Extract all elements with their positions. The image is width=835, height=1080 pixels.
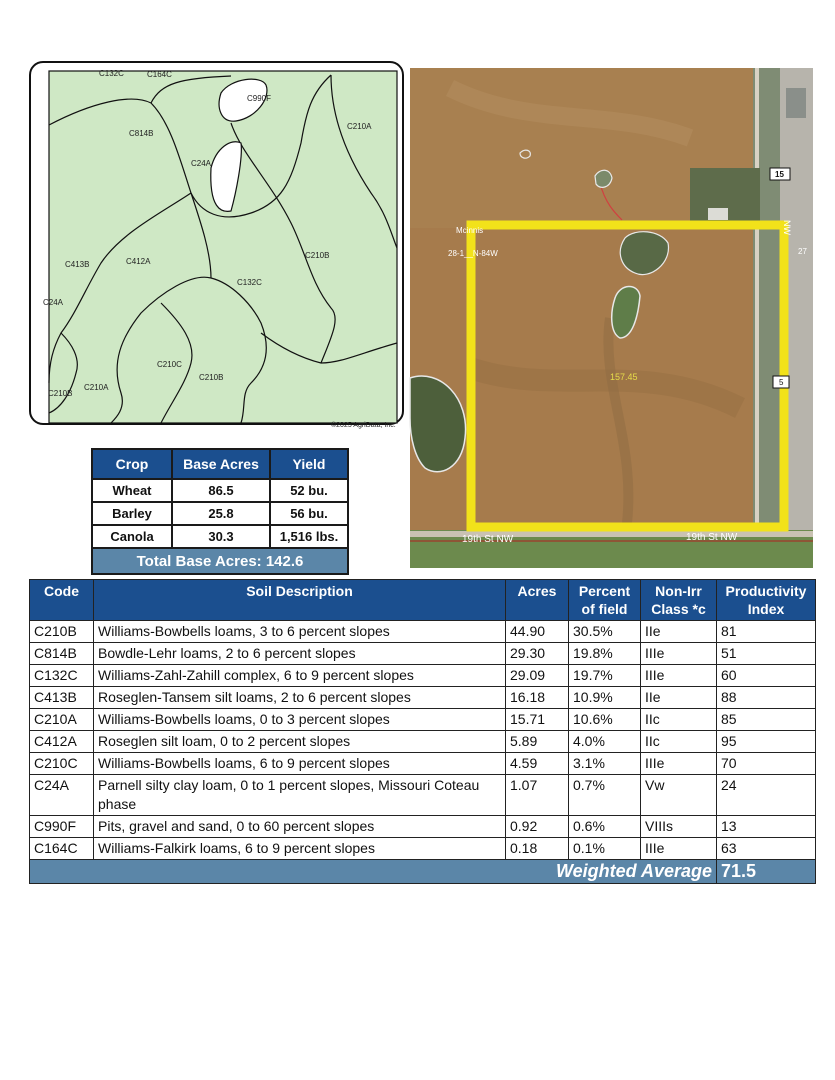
soil-header-percent: Percent of field <box>569 580 641 621</box>
soil-row <box>30 665 816 687</box>
soil-code: C132C <box>30 665 94 687</box>
soil-acres: 4.59 <box>506 753 569 775</box>
soil-code: C814B <box>30 643 94 665</box>
highway-shield-15: 15 <box>775 170 784 179</box>
map-label-c990f: C990F <box>247 94 272 103</box>
soil-percent: 10.6% <box>569 709 641 731</box>
crop-yield: 1,516 lbs. <box>270 525 348 548</box>
soil-percent: 19.7% <box>569 665 641 687</box>
soil-row <box>30 816 816 838</box>
road-label-19th-st-right: 19th St NW <box>686 532 738 543</box>
soil-percent: 4.0% <box>569 731 641 753</box>
soil-acres: 1.07 <box>506 775 569 816</box>
total-base-acres-value: 142.6 <box>265 552 304 570</box>
soil-row <box>30 775 816 816</box>
soil-acres: 29.30 <box>506 643 569 665</box>
weighted-average-row <box>30 860 816 884</box>
field-acres-label: 157.45 <box>610 372 638 382</box>
soil-code: C210B <box>30 621 94 643</box>
soil-code: C164C <box>30 838 94 860</box>
soil-header-class: Non-Irr Class *c <box>641 580 717 621</box>
soil-code: C413B <box>30 687 94 709</box>
aerial-image <box>410 68 813 568</box>
map-label-c210b-3: C210B <box>48 389 73 398</box>
soil-header-index: Productivity Index <box>717 580 816 621</box>
soil-percent: 3.1% <box>569 753 641 775</box>
soil-percent: 19.8% <box>569 643 641 665</box>
map-label-c413b: C413B <box>65 260 90 269</box>
total-base-acres-label: Total Base Acres: <box>136 552 262 570</box>
soil-class: IIIe <box>641 643 717 665</box>
crop-total-row <box>92 548 348 574</box>
crop-yield: 56 bu. <box>270 502 348 525</box>
soil-index: 95 <box>717 731 816 753</box>
road-marker-5: 5 <box>779 378 784 387</box>
soil-class: IIIe <box>641 665 717 687</box>
soil-description: Williams-Bowbells loams, 0 to 3 percent slopes <box>94 709 506 731</box>
soil-index: 81 <box>717 621 816 643</box>
soil-description: Parnell silty clay loam, 0 to 1 percent slopes, Missouri Coteau phase <box>94 775 506 816</box>
weighted-average-label: Weighted Average <box>30 860 717 884</box>
soil-index: 70 <box>717 753 816 775</box>
crop-total-cell <box>92 548 348 574</box>
crop-acres: 30.3 <box>172 525 270 548</box>
soil-map-drawing <box>31 63 402 429</box>
soil-class: VIIIs <box>641 816 717 838</box>
soil-description: Bowdle-Lehr loams, 2 to 6 percent slopes <box>94 643 506 665</box>
crop-name: Canola <box>92 525 172 548</box>
soil-class: IIe <box>641 621 717 643</box>
soil-index: 24 <box>717 775 816 816</box>
soil-code: C990F <box>30 816 94 838</box>
aerial-label-mcinnis: Mcinnis <box>456 226 484 235</box>
soil-index: 88 <box>717 687 816 709</box>
soil-code: C24A <box>30 775 94 816</box>
soil-index: 85 <box>717 709 816 731</box>
crop-table <box>91 448 349 575</box>
soil-acres: 16.18 <box>506 687 569 709</box>
soil-row <box>30 838 816 860</box>
soil-percent: 30.5% <box>569 621 641 643</box>
soil-class: IIc <box>641 709 717 731</box>
crop-header-base-acres: Base Acres <box>172 449 270 479</box>
crop-row <box>92 502 348 525</box>
soil-description: Williams-Zahl-Zahill complex, 6 to 9 percent slopes <box>94 665 506 687</box>
soil-acres: 5.89 <box>506 731 569 753</box>
soil-acres: 44.90 <box>506 621 569 643</box>
aerial-label-27: 27 <box>798 247 807 256</box>
crop-name: Wheat <box>92 479 172 502</box>
soil-percent: 10.9% <box>569 687 641 709</box>
map-label-c164c: C164C <box>147 70 172 79</box>
soil-percent: 0.1% <box>569 838 641 860</box>
aerial-drawing <box>410 68 813 568</box>
soil-class: IIIe <box>641 753 717 775</box>
soil-class: IIIe <box>641 838 717 860</box>
soil-index: 51 <box>717 643 816 665</box>
soil-description: Roseglen silt loam, 0 to 2 percent slopes <box>94 731 506 753</box>
soil-header-acres: Acres <box>506 580 569 621</box>
soil-code: C210C <box>30 753 94 775</box>
map-label-c24a-2: C24A <box>43 298 64 307</box>
road-label-19th-st-left: 19th St NW <box>462 534 514 545</box>
soil-index: 63 <box>717 838 816 860</box>
soil-index: 13 <box>717 816 816 838</box>
crop-acres: 86.5 <box>172 479 270 502</box>
crop-row <box>92 479 348 502</box>
soil-percent: 0.6% <box>569 816 641 838</box>
crop-row <box>92 525 348 548</box>
map-label-c132c: C132C <box>99 69 124 78</box>
soil-percent: 0.7% <box>569 775 641 816</box>
soil-description: Williams-Bowbells loams, 6 to 9 percent slopes <box>94 753 506 775</box>
soil-description: Pits, gravel and sand, 0 to 60 percent slopes <box>94 816 506 838</box>
map-label-c24a: C24A <box>191 159 212 168</box>
soil-code: C210A <box>30 709 94 731</box>
map-label-c210c: C210C <box>157 360 182 369</box>
aerial-label-section: 28-1__N-84W <box>448 249 498 258</box>
soil-row <box>30 621 816 643</box>
soil-description: Roseglen-Tansem silt loams, 2 to 6 percent slopes <box>94 687 506 709</box>
soil-index: 60 <box>717 665 816 687</box>
soil-description: Williams-Bowbells loams, 3 to 6 percent slopes <box>94 621 506 643</box>
soil-header-code: Code <box>30 580 94 621</box>
soil-class: Vw <box>641 775 717 816</box>
soil-row <box>30 753 816 775</box>
weighted-average-value: 71.5 <box>717 860 816 884</box>
soil-row <box>30 687 816 709</box>
soil-table-header <box>30 580 816 621</box>
map-label-c132c-2: C132C <box>237 278 262 287</box>
soil-description: Williams-Falkirk loams, 6 to 9 percent slopes <box>94 838 506 860</box>
crop-yield: 52 bu. <box>270 479 348 502</box>
soil-code: C412A <box>30 731 94 753</box>
map-copyright: ©2025 AgriData, Inc. <box>331 422 396 429</box>
map-label-c210a-2: C210A <box>84 383 109 392</box>
crop-name: Barley <box>92 502 172 525</box>
map-label-c210b-2: C210B <box>199 373 224 382</box>
road-label-nw: NW <box>782 220 792 235</box>
soil-acres: 0.18 <box>506 838 569 860</box>
soil-table <box>29 579 816 884</box>
map-label-c210b: C210B <box>305 251 330 260</box>
crop-header-crop: Crop <box>92 449 172 479</box>
soil-row <box>30 643 816 665</box>
soil-acres: 29.09 <box>506 665 569 687</box>
crop-table-header <box>92 449 348 479</box>
soil-row <box>30 709 816 731</box>
soil-map <box>29 61 404 429</box>
map-label-c210a: C210A <box>347 122 372 131</box>
soil-class: IIe <box>641 687 717 709</box>
map-label-c814b: C814B <box>129 129 154 138</box>
crop-header-yield: Yield <box>270 449 348 479</box>
map-label-c412a: C412A <box>126 257 151 266</box>
soil-row <box>30 731 816 753</box>
soil-acres: 0.92 <box>506 816 569 838</box>
soil-class: IIc <box>641 731 717 753</box>
crop-acres: 25.8 <box>172 502 270 525</box>
soil-acres: 15.71 <box>506 709 569 731</box>
soil-header-description: Soil Description <box>94 580 506 621</box>
